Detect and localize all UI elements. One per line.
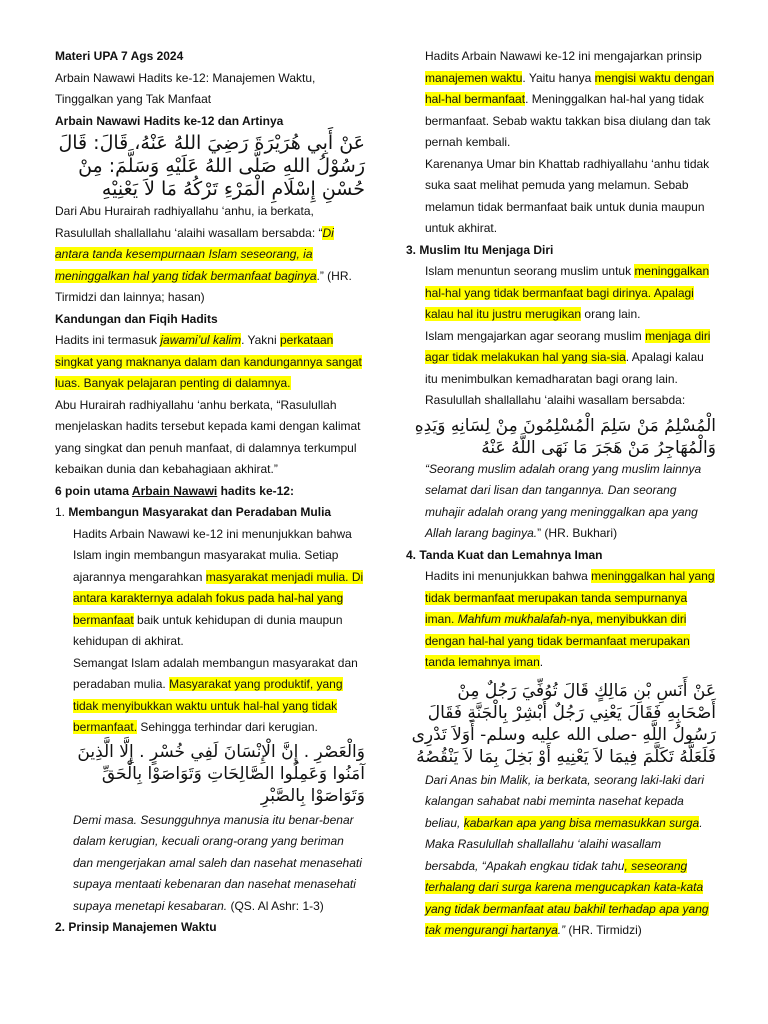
anas-reference: (HR. Tirmidzi) [565, 923, 642, 937]
doc-subtitle-line1: Arbain Nawawi Hadits ke-12: Manajemen Waktu, [55, 70, 316, 85]
anas-text-a: Dari Anas bin Malik, ia berkata, seorang laki-laki dari kalangan sahabat nabi meminta nasehat kepada beliau, [425, 772, 705, 830]
item2-p1-text: Hadits Arbain Nawawi ke-12 ini mengajarkan prinsip [425, 49, 702, 63]
doc-subtitle-line2: Tinggalkan yang Tak Manfaat [55, 92, 212, 106]
anas-highlight2: , seseorang terhalang dari surga karena mengucapkan kata-kata yang tidak bermanfaat atau bakhil terhadap apa yang tak mengurangi hartanya [425, 858, 709, 937]
item1-p2-end: Sehingga terhindar dari kerugian. [137, 720, 318, 734]
item1-p2-text: Semangat Islam adalah membangun masyarakat dan peradaban mulia. [73, 655, 358, 691]
six-points-link: Arbain Nawawi [131, 483, 218, 498]
kandungan-quote: Abu Hurairah radhiyallahu ‘anhu berkata, “Rasulullah menjelaskan hadits tersebut kepada kami dengan kalimat yang singkat dan penuh manfaat, di dalamnya terkumpul kebaikan dunia dan kebahagiaan akhirat.” [55, 397, 361, 476]
item1-paragraph2 [55, 653, 365, 739]
six-points-heading [55, 481, 365, 503]
kandungan-text-b: . Yakni [241, 333, 280, 347]
hadith-translation [55, 201, 365, 309]
right-column [406, 46, 716, 942]
six-points-text-a: 6 poin utama [55, 483, 132, 498]
item3-p1-highlight: meninggalkan hal-hal yang tidak bermanfaat bagi dirinya. Apalagi kalau hal itu justru merugikan [425, 264, 710, 321]
kandungan-text-a: Hadits ini termasuk [55, 333, 161, 347]
item4-p1-end: . [539, 655, 544, 669]
item2-p1-highlight1: manajemen waktu [425, 70, 523, 85]
muslim-reference: ” (HR. Bukhari) [537, 526, 618, 540]
item4-title: 4. Tanda Kuat dan Lemahnya Iman [406, 547, 603, 562]
translation-intro: Dari Abu Hurairah radhiyallahu ‘anhu, ia berkata, [55, 204, 314, 218]
left-column [55, 46, 365, 939]
item3-p1-end: orang lain. [581, 307, 641, 321]
translation-source: .” (HR. Tirmidzi dan lainnya; hasan) [55, 268, 352, 304]
item2-p1-text-b: . Yaitu hanya [522, 70, 595, 85]
item4-p1-text: Hadits ini menunjukkan bahwa [425, 569, 592, 583]
al-asr-translation [55, 810, 365, 918]
item3-p2-text: Islam mengajarkan agar seorang muslim [425, 328, 646, 343]
anas-text-b: . Maka Rasulullah shallallahu ‘alaihi wasallam bersabda, “Apakah engkau tidak tahu [425, 815, 703, 873]
item2-title: 2. Prinsip Manajemen Waktu [55, 920, 217, 934]
item3-p2-highlight: menjaga diri agar tidak melakukan hal yang sia-sia [425, 328, 711, 364]
kandungan-term: jawami’ul kalim [160, 333, 242, 347]
item1-p2-highlight: Masyarakat yang produktif, yang tidak menyibukkan waktu untuk hal-hal yang tidak bermanfaat. [73, 677, 343, 734]
muslim-translation-text: “Seorang muslim adalah orang yang muslim lainnya selamat dari lisan dan tangannya. Dan seorang muhajir adalah orang yang meninggalkan apa yang Allah larang baginya. [425, 461, 702, 540]
item3-p2-end: . Apalagi kalau itu menimbulkan kemadharatan bagi orang lain. Rasulullah shallallahu ‘alaihi wasallam bersabda: [425, 350, 704, 407]
anas-text-c: .” [557, 923, 566, 937]
item1-number: 1. [55, 505, 69, 519]
arabic-anas-hadith: عَنْ أَنَسِ بْنِ مَالِكٍ قَالَ تُوُفِّيَ رَجُلٌ مِنْ أَصْحَابِهِ فَقَالَ يَعْنِي رَجُلٌ أَبْشِرْ بِالْجَنَّةِ فَقَالَ رَسُولُ اللَّهِ -صلى الله عليه وسلم- أَوَلاَ تَدْرِى فَلَعَلَّهُ تَكَلَّمَ فِيمَا لاَ يَعْنِيهِ أَوْ بَخِلَ بِمَا لاَ يَنْقُصُهُ [411, 680, 716, 767]
item4-p1-highlight-a: meninggalkan hal yang tidak bermanfaat merupakan tanda sempurnanya iman. [425, 569, 715, 626]
item1-p1-highlight: masyarakat menjadi mulia. Di antara karakternya adalah fokus pada hal-hal yang bermanfaat [73, 569, 364, 627]
item3-title: 3. Muslim Itu Menjaga Diri [406, 242, 554, 257]
item3-p1-text: Islam menuntun seorang muslim untuk [425, 264, 635, 278]
anas-highlight1: kabarkan apa yang bisa memasukkan surga [463, 815, 700, 830]
item2-p1-highlight2: mengisi waktu dengan hal-hal bermanfaat [425, 70, 715, 106]
muslim-translation [406, 459, 716, 545]
al-asr-translation-text: Demi masa. Sesungguhnya manusia itu benar-benar dalam kerugian, kecuali orang-orang yang beriman dan mengerjakan amal saleh dan nasehat menasehati supaya mentaati kebenaran dan nasehat menasehati supaya menetapi kesabaran. [73, 812, 362, 913]
item4-paragraph1 [406, 566, 716, 674]
item3-paragraph2 [406, 326, 716, 412]
six-points-text-b: hadits ke-12: [217, 483, 294, 498]
heading-kandungan: Kandungan dan Fiqih Hadits [55, 311, 218, 326]
item1-title-text: Membangun Masyarakat dan Peradaban Mulia [68, 505, 332, 519]
arabic-al-asr: وَالْعَصْرِ . إِنَّ الْإِنْسَانَ لَفِي خُسْرٍ . إِلَّا الَّذِينَ آمَنُوا وَعَمِلُوا الصَّالِحَاتِ وَتَوَاصَوْا بِالْحَقِّ وَتَوَاصَوْا بِالصَّبْرِ [77, 741, 365, 806]
item2-paragraph1 [406, 46, 716, 154]
item1-p1-text: Hadits Arbain Nawawi ke-12 ini menunjukkan bahwa Islam ingin membangun masyarakat mulia. Setiap ajarannya mengarahkan [73, 526, 352, 584]
translation-lead: Rasulullah shallallahu ‘alaihi wasallam bersabda: “ [55, 225, 323, 240]
al-asr-reference: (QS. Al Ashr: 1-3) [227, 898, 324, 913]
arabic-muslim-hadith: الْمُسْلِمُ مَنْ سَلِمَ الْمُسْلِمُونَ مِنْ لِسَانِهِ وَيَدِهِ وَالْمُهَاجِرُ مَنْ هَجَرَ مَا نَهَى اللَّهُ عَنْهُ [414, 415, 716, 458]
item3-paragraph1 [406, 261, 716, 326]
item4-p1-highlight-b: -nya, menyibukkan diri dengan hal-hal yang tidak bermanfaat merupakan tanda lemahnya iman [425, 612, 690, 669]
kandungan-paragraph [55, 330, 365, 395]
doc-title: Materi UPA 7 Ags 2024 [55, 49, 184, 63]
item1-title [55, 502, 365, 524]
item4-p1-highlight-term: Mahfum mukhalafah [457, 612, 567, 626]
anas-translation [406, 770, 716, 942]
item2-p1-end: . Meninggalkan hal-hal yang tidak bermanfaat. Sebab waktu takkan bisa diulang dan tak pernah kembali. [425, 92, 711, 149]
arabic-hadith-text: عَنْ أَبِي هُرَيْرَةَ رَضِيَ اللهُ عَنْهُ، قَالَ: قَالَ رَسُوْلُ اللهِ صَلَّى اللهُ عَلَيْهِ وَسَلَّمَ: مِنْ حُسْنِ إِسْلَامِ الْمَرْءِ تَرْكُهُ مَا لاَ يَعْنِيْهِ [58, 132, 365, 200]
translation-highlight: Di antara tanda kesempurnaan Islam seseorang, ia meninggalkan hal yang tidak bermanfaat baginya [55, 225, 334, 283]
item1-p1-end: baik untuk kehidupan di dunia maupun kehidupan di akhirat. [73, 612, 343, 648]
item1-paragraph1 [55, 524, 365, 653]
kandungan-highlight: perkataan singkat yang maknanya dalam dan kandungannya sangat luas. Banyak pelajaran penting di dalamnya. [55, 333, 362, 390]
item2-paragraph2: Karenanya Umar bin Khattab radhiyallahu ‘anhu tidak suka saat melihat pemuda yang melamun. Sebab melamun tidak bermanfaat baik untuk dunia maupun untuk akhirat. [425, 156, 710, 235]
heading-hadith: Arbain Nawawi Hadits ke-12 dan Artinya [55, 113, 284, 128]
